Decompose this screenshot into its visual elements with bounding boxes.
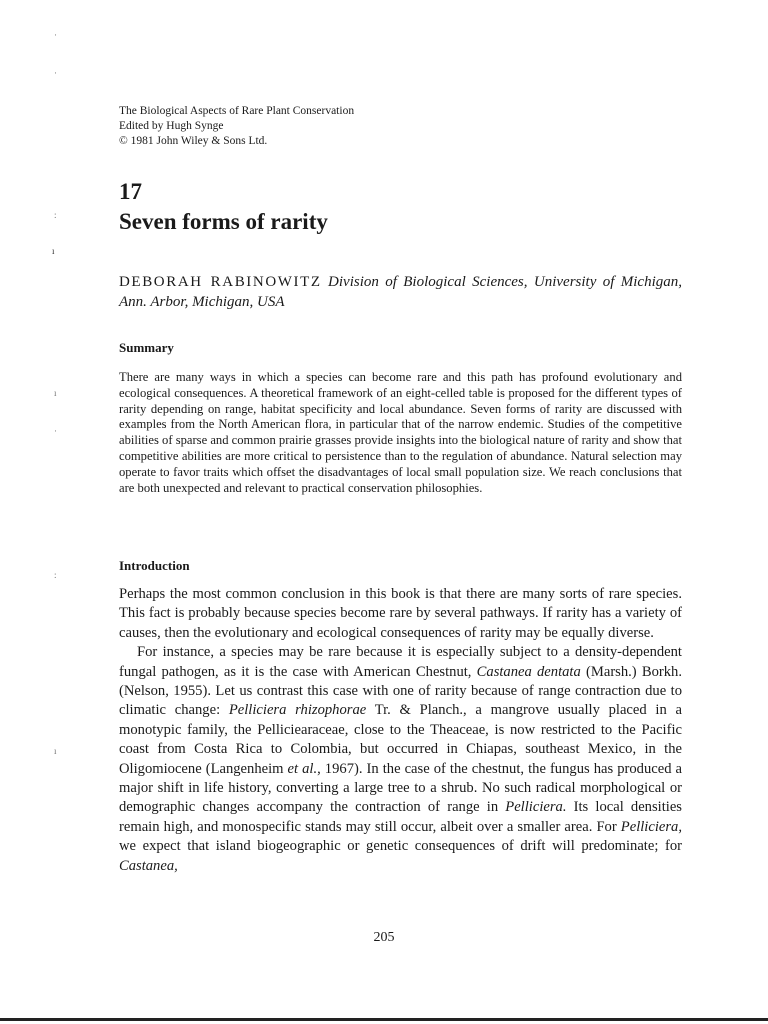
genus-name: Castanea, bbox=[119, 857, 178, 874]
scan-speck: : bbox=[54, 570, 57, 580]
author-block bbox=[119, 272, 682, 312]
book-imprint bbox=[119, 104, 354, 149]
scan-speck: · bbox=[54, 426, 57, 436]
scan-speck: : bbox=[54, 210, 57, 220]
citation-italic: et al. bbox=[287, 760, 318, 777]
scan-speck: ı bbox=[52, 246, 55, 256]
scan-speck: ı bbox=[54, 746, 57, 756]
scan-speck: ı bbox=[54, 388, 57, 398]
genus-name: Pelliciera, bbox=[620, 818, 682, 835]
text-run: Its local densities remain high, and monospecific stands may still occur, albeit over a smaller area. For bbox=[119, 799, 682, 835]
species-name: Pelliciera rhizophorae bbox=[228, 702, 367, 719]
species-name: Castanea dentata bbox=[476, 663, 581, 680]
chapter-number: 17 bbox=[119, 179, 142, 204]
editor-line: Edited by Hugh Synge bbox=[119, 120, 224, 132]
introduction-heading: Introduction bbox=[119, 558, 190, 573]
introduction-paragraph-1: Perhaps the most common conclusion in this book is that there are many sorts of rare species. This fact is probably because species become rare by several pathways. If rarity has a variety of causes, then the evolutionary and ecological consequences of rarity may be equally diverse. bbox=[119, 586, 682, 641]
summary-text: There are many ways in which a species can become rare and this path has profound evolutionary and ecological consequences. A theoretical framework of an eight-celled table is proposed for the different types of rarity depending on range, habitat specificity and local abundance. Seven forms of rarity are discussed with examples from the North American flora, in particular that of the narrow endemic. Studies of the competitive abilities of sparse and common prairie grasses provide insights into the biological nature of rarity and show that competitive abilities are more critical to persistence than to the regulation of abundance. Natural selection may operate to favor traits which offset the disadvantages of local small population size. We reach conclusions that are both unexpected and relevant to practical conservation philosophies. bbox=[119, 370, 682, 495]
author-name: DEBORAH RABINOWITZ bbox=[119, 274, 322, 290]
chapter-title: Seven forms of rarity bbox=[119, 209, 328, 234]
book-title: The Biological Aspects of Rare Plant Conservation bbox=[119, 105, 355, 117]
text-run: For instance, a species may be rare because it is especially subject to a density-dependent fungal pathogen, as it is the case with American Chestnut, bbox=[119, 644, 682, 680]
genus-name: Pelliciera. bbox=[505, 799, 567, 816]
summary-heading: Summary bbox=[119, 340, 174, 355]
text-run: we expect that island biogeographic or genetic consequences of drift will predominate; for bbox=[119, 838, 682, 855]
copyright-line: © 1981 John Wiley & Sons Ltd. bbox=[119, 135, 268, 147]
introduction-body bbox=[119, 585, 682, 876]
text-run: , 1967). In the case of the chestnut, the fungus has produced a major shift in life history, converting a large tree to a shrub. No such radical morphological or demographic changes accompany the contraction of range in bbox=[119, 760, 683, 816]
author-affiliation: Division of Biological Sciences, University of Michigan, Ann. Arbor, Michigan, USA bbox=[119, 274, 682, 310]
introduction-paragraph-2 bbox=[119, 643, 682, 876]
text-run: Tr. & Planch., a mangrove usually placed in a monotypic family, the Pelliciearaceae, close to the Theaceae, is now restricted to the Pacific coast from Costa Rica to Colombia, but occurred in Chiapas, southeast Mexico, in the Oligomiocene (Langenheim bbox=[119, 702, 682, 777]
text-run: (Marsh.) Borkh. (Nelson, 1955). Let us contrast this case with one of rarity because of range contraction due to climatic change: bbox=[119, 663, 683, 719]
scan-edge-rule bbox=[0, 1018, 768, 1021]
scan-speck: · bbox=[54, 30, 57, 40]
page-number: 205 bbox=[373, 930, 395, 945]
scan-speck: · bbox=[54, 68, 57, 78]
